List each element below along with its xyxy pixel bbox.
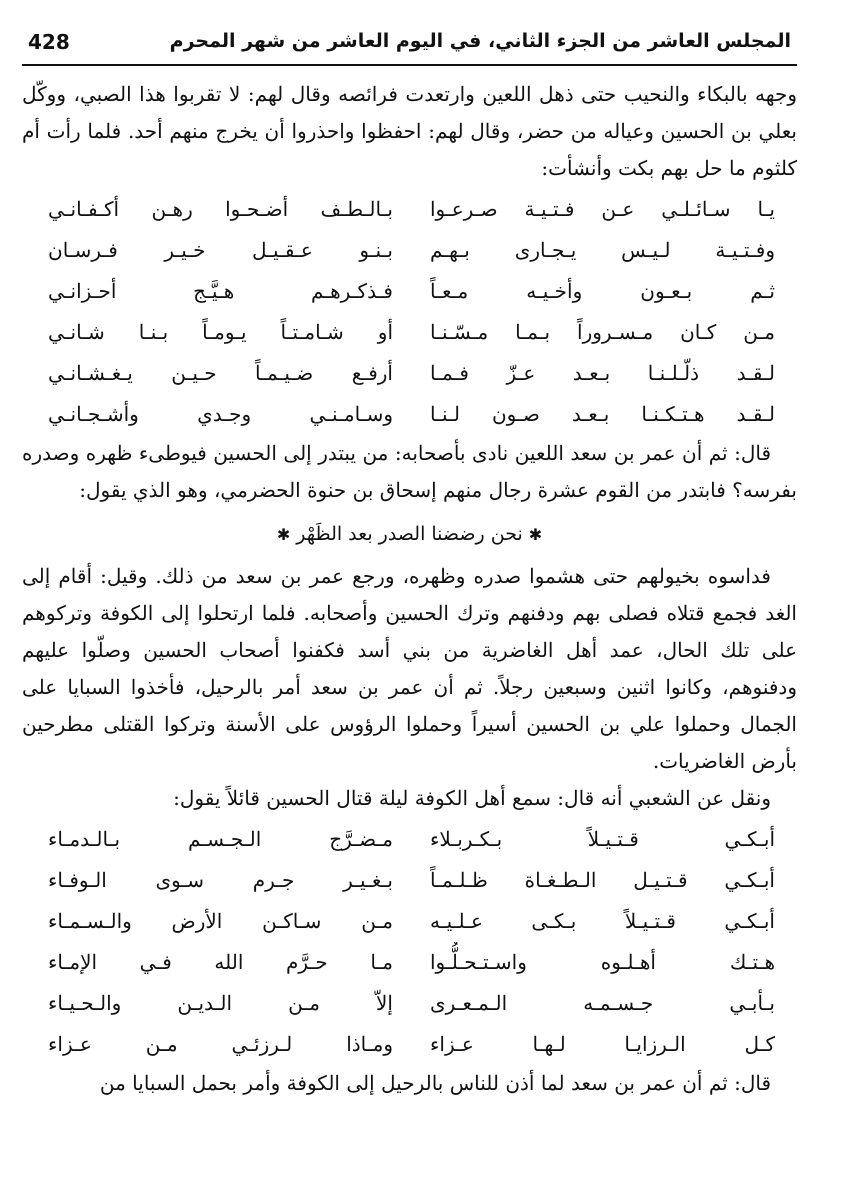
verse-second-hemistich: مـا حـرَّم الله فـي الإمـاء <box>48 950 393 974</box>
verse-line <box>22 942 797 983</box>
verse-first-hemistich: بـأبـي جـسـمـه الـمـعـرى <box>430 991 775 1015</box>
verse-line <box>22 901 797 942</box>
verse-line <box>22 353 797 394</box>
verse-first-hemistich: لـقـد هـتـكـنـا بـعـد صـون لـنـا <box>430 402 775 426</box>
verse-first-hemistich: هـتـك أهـلـوه واسـتـحـلُّـوا <box>430 950 775 974</box>
verse-first-hemistich: لـقـد ذلّـلـنـا بـعـد عـزّ فـمـا <box>430 361 775 385</box>
verse-second-hemistich: إلاّ مـن الـديـن والـحـيـاء <box>48 991 393 1015</box>
verse-line <box>22 312 797 353</box>
poem-2 <box>22 819 797 1065</box>
verse-line <box>22 271 797 312</box>
verse-first-hemistich: ثـم بـعـون وأخـيـه مـعـاً <box>430 279 775 303</box>
verse-line <box>22 860 797 901</box>
verse-first-hemistich: كـل الـرزايـا لـهـا عـزاء <box>430 1032 775 1056</box>
verse-second-hemistich: مـن سـاكـن الأرض والـسـمـاء <box>48 909 393 933</box>
paragraph: ونقل عن الشعبي أنه قال: سمع أهل الكوفة ليلة قتال الحسين قائلاً يقول: <box>173 786 771 810</box>
centered-verse <box>22 513 797 556</box>
paragraph: قال: ثم أن عمر بن سعد اللعين نادى بأصحابه: من يبتدر إلى الحسين فيوطىء ظهره وصدره بفرسه؟ فابتدر من القوم عشرة رجال منهم إسحاق بن حنوة الحضرمي، وهو الذي يقول: <box>22 441 797 502</box>
page-body <box>22 76 797 1102</box>
verse-line <box>22 1024 797 1065</box>
verse-second-hemistich: بـالـطـف أضـحـوا رهـن أكـفـانـي <box>48 197 393 221</box>
verse-second-hemistich: وسـامـنـي وجـدي وأشـجـانـي <box>48 402 393 426</box>
verse-line <box>22 189 797 230</box>
verse-line <box>22 983 797 1024</box>
paragraph: وجهه بالبكاء والنحيب حتى ذهل اللعين وارتعدت فرائصه وقال لهم: لا تقربوا هذا الصبي، ووكّل بعلي بن الحسين وعياله من حضر، وقال لهم: احفظوا واحذروا أن يخرج منهم أحد. فلما رأت أم كلثوم ما حل بهم بكت وأنشأت: <box>22 82 797 180</box>
running-title: المجلس العاشر من الجزء الثاني، في اليوم العاشر من شهر المحرم <box>169 30 791 52</box>
verse-first-hemistich: أبـكـي قـتـيـل الـطـغـاة ظـلـمـاً <box>430 868 775 892</box>
verse-line <box>22 394 797 435</box>
verse-line <box>22 230 797 271</box>
star-ornament-icon: ✱ <box>276 525 291 544</box>
verse-first-hemistich: أبـكـي قـتـيـلاً بـكـربـلاء <box>430 827 775 851</box>
verse-line <box>22 819 797 860</box>
verse-second-hemistich: فـذكـرهـم هـيَّـج أحـزانـي <box>48 279 393 303</box>
paragraph: قال: ثم أن عمر بن سعد لما أذن للناس بالرحيل إلى الكوفة وأمر بحمل السبايا من <box>99 1071 771 1095</box>
verse-first-hemistich: أبـكـي قـتـيـلاً بـكـى عـلـيـه <box>430 909 775 933</box>
verse-second-hemistich: أرفـع ضـيـمـاً حـيـن يـغـشـانـي <box>48 361 393 385</box>
verse-second-hemistich: مـضـرَّج الـجـسـم بـالـدمـاء <box>48 827 393 851</box>
page-header <box>22 24 797 66</box>
verse-first-hemistich: مـن كـان مـسـروراً بـمـا مـسّـنـا <box>430 320 775 344</box>
star-ornament-icon: ✱ <box>528 525 543 544</box>
page-number: 428 <box>28 30 70 54</box>
centered-verse-text: نحن رضضنا الصدر بعد الظَهْر <box>296 523 523 545</box>
verse-second-hemistich: بـغـيـر جـرم سـوى الـوفـاء <box>48 868 393 892</box>
verse-first-hemistich: يـا سـائـلـي عـن فـتـيـة صـرعـوا <box>430 197 775 221</box>
paragraph: فداسوه بخيولهم حتى هشموا صدره وظهره، ورجع عمر بن سعد من ذلك. وقيل: أقام إلى الغد فجمع قتلاه فصلى بهم ودفنهم وترك الحسين وأصحابه. فلما ارتحلوا إلى الكوفة وتركوهم على تلك الحال، عمد أهل الغاضرية من بني أسد فكفنوا أصحاب الحسين وصلّوا عليهم ودفنوهم، وكانوا اثنين وسبعين رجلاً. ثم أن عمر بن سعد أمر بالرحيل، فأخذوا السبايا على الجمال وحملوا علي بن الحسين أسيراً وحملوا الرؤوس على الأسنة وتركوا القتلى مطرحين بأرض الغاضريات. <box>22 564 798 773</box>
verse-first-hemistich: وفـتـيـة لـيـس يـجـارى بـهـم <box>430 238 775 262</box>
poem-1 <box>22 189 797 435</box>
verse-second-hemistich: ومـاذا لـرزئـي مـن عـزاء <box>48 1032 393 1056</box>
verse-second-hemistich: بـنـو عـقـيـل خـيـر فـرسـان <box>48 238 393 262</box>
verse-second-hemistich: أو شـامـتـاً يـومـاً بـنـا شـانـي <box>48 320 393 344</box>
